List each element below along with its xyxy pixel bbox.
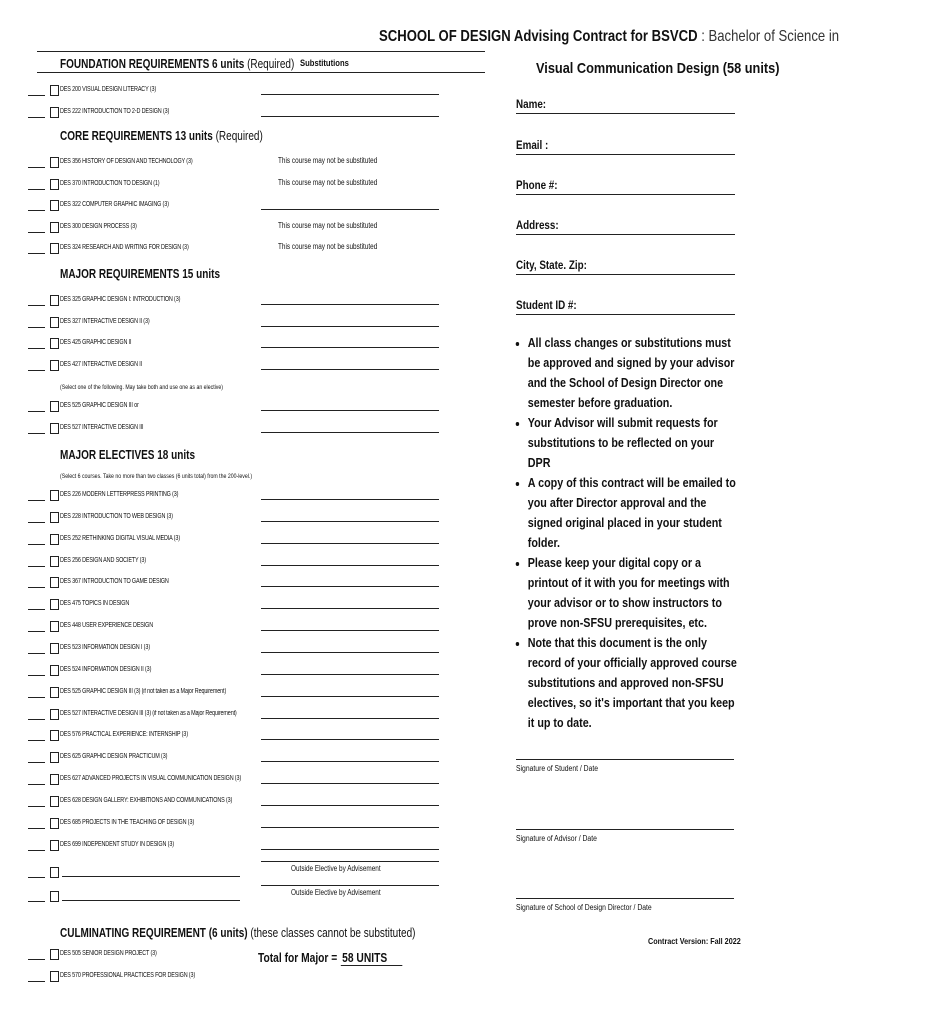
grade-blank[interactable] — [28, 850, 45, 851]
substitution-line[interactable] — [261, 827, 439, 828]
foundation-heading: FOUNDATION REQUIREMENTS 6 units (Required) — [60, 57, 295, 71]
course-label: DES 356 HISTORY OF DESIGN AND TECHNOLOGY (3) — [60, 158, 193, 165]
header-rule-2 — [37, 72, 485, 73]
course-checkbox[interactable] — [50, 796, 59, 807]
substitution-line[interactable] — [261, 586, 439, 587]
course-row — [0, 687, 470, 701]
grade-blank[interactable] — [28, 740, 45, 741]
course-row — [0, 971, 470, 985]
course-checkbox[interactable] — [50, 360, 59, 371]
total-units: Total for Major = 58 UNITS — [258, 951, 434, 965]
course-checkbox[interactable] — [50, 556, 59, 567]
course-row — [0, 295, 470, 309]
director-signature-line[interactable]: Signature of School of Design Director / Date — [516, 898, 734, 912]
substitution-line[interactable] — [261, 849, 439, 850]
grade-blank[interactable] — [28, 981, 45, 982]
course-checkbox[interactable] — [50, 85, 59, 96]
course-row — [0, 888, 470, 905]
course-checkbox[interactable] — [50, 200, 59, 211]
substitution-line[interactable] — [261, 805, 439, 806]
course-row — [0, 401, 470, 415]
course-row — [0, 840, 470, 854]
course-row — [0, 752, 470, 766]
course-checkbox[interactable] — [50, 949, 59, 960]
course-label: DES 226 MODERN LETTERPRESS PRINTING (3) — [60, 491, 179, 498]
course-row — [0, 222, 470, 236]
course-checkbox[interactable] — [50, 534, 59, 545]
course-label: DES 685 PROJECTS IN THE TEACHING OF DESIGN (3) — [60, 818, 195, 826]
grade-blank[interactable] — [28, 877, 45, 878]
course-checkbox[interactable] — [50, 774, 59, 785]
outside-elective-label: Outside Elective by Advisement — [291, 864, 381, 873]
course-label: DES 200 VISUAL DESIGN LITERACY (3) — [60, 86, 157, 93]
core-heading: CORE REQUIREMENTS 13 units (Required) — [60, 129, 263, 143]
course-row — [0, 423, 470, 437]
course-checkbox[interactable] — [50, 490, 59, 501]
course-checkbox[interactable] — [50, 665, 59, 676]
grade-blank[interactable] — [28, 167, 45, 168]
grade-blank[interactable] — [28, 500, 45, 501]
course-label: DES 427 INTERACTIVE DESIGN II — [60, 360, 142, 368]
course-checkbox[interactable] — [50, 840, 59, 851]
course-checkbox[interactable] — [50, 709, 59, 720]
course-checkbox[interactable] — [50, 243, 59, 254]
course-label: DES 628 DESIGN GALLERY: EXHIBITIONS AND COMMUNICATIONS (3) — [60, 796, 233, 804]
course-row — [0, 556, 470, 570]
course-checkbox[interactable] — [50, 621, 59, 632]
grade-blank[interactable] — [28, 806, 45, 807]
substitution-line[interactable] — [261, 499, 439, 500]
no-substitution-note: This course may not be substituted — [278, 177, 378, 187]
substitution-line[interactable] — [261, 369, 439, 370]
grade-blank[interactable] — [28, 522, 45, 523]
substitutions-header: Substitutions — [300, 58, 349, 68]
grade-blank[interactable] — [28, 959, 45, 960]
course-label: DES 367 INTRODUCTION TO GAME DESIGN — [60, 578, 169, 586]
outside-elective-line[interactable] — [62, 900, 240, 901]
course-row — [0, 818, 470, 832]
instruction-item: • Note that this document is the only record of your officially approved course substitutions and approved non-SFSU electives, so it's important that you keep it up to date. — [528, 633, 738, 733]
grade-blank[interactable] — [28, 566, 45, 567]
advisor-signature-line[interactable]: Signature of Advisor / Date — [516, 829, 734, 843]
grade-blank[interactable] — [28, 544, 45, 545]
course-label: DES 527 INTERACTIVE DESIGN III (3) (if not taken as a Major Requirement) — [60, 709, 237, 717]
course-checkbox[interactable] — [50, 423, 59, 434]
grade-blank[interactable] — [28, 210, 45, 211]
substitution-line[interactable] — [261, 116, 439, 117]
grade-blank[interactable] — [28, 697, 45, 698]
document-title: SCHOOL OF DESIGN Advising Contract for BSVCD : Bachelor of Science in — [379, 28, 840, 45]
substitution-line[interactable] — [261, 565, 439, 566]
course-row — [0, 179, 470, 193]
course-checkbox[interactable] — [50, 687, 59, 698]
course-row — [0, 730, 470, 744]
course-row — [0, 709, 470, 723]
course-label: DES 525 GRAPHIC DESIGN III (3) (if not taken as a Major Requirement) — [60, 687, 227, 695]
course-row — [0, 774, 470, 788]
grade-blank[interactable] — [28, 828, 45, 829]
course-row — [0, 796, 470, 810]
substitution-line[interactable] — [261, 608, 439, 609]
course-row — [0, 157, 470, 171]
course-label: DES 324 RESEARCH AND WRITING FOR DESIGN (3) — [60, 244, 189, 251]
course-checkbox[interactable] — [50, 752, 59, 763]
course-row — [0, 643, 470, 657]
course-checkbox[interactable] — [50, 512, 59, 523]
course-row — [0, 577, 470, 591]
substitution-line[interactable] — [261, 347, 439, 348]
course-label: DES 625 GRAPHIC DESIGN PRACTICUM (3) — [60, 753, 168, 761]
course-checkbox[interactable] — [50, 867, 59, 878]
course-label: DES 228 INTRODUCTION TO WEB DESIGN (3) — [60, 512, 173, 520]
instructions-list — [514, 333, 738, 733]
course-label: DES 570 PROFESSIONAL PRACTICES FOR DESIGN (3) — [60, 972, 196, 979]
course-row — [0, 200, 470, 214]
outside-elective-label: Outside Elective by Advisement — [291, 888, 381, 897]
grade-blank[interactable] — [28, 762, 45, 763]
substitution-line[interactable] — [261, 696, 439, 697]
course-row — [0, 107, 470, 121]
substitution-line[interactable] — [261, 761, 439, 762]
substitution-line[interactable] — [261, 885, 439, 886]
grade-blank[interactable] — [28, 411, 45, 412]
outside-elective-line[interactable] — [62, 876, 240, 877]
course-checkbox[interactable] — [50, 891, 59, 902]
instruction-item: • A copy of this contract will be emailed to you after Director approval and the signed original placed in your student folder. — [528, 473, 738, 553]
course-row — [0, 490, 470, 504]
grade-blank[interactable] — [28, 117, 45, 118]
course-label: DES 448 USER EXPERIENCE DESIGN — [60, 622, 154, 630]
instruction-item: • All class changes or substitutions must be approved and signed by your advisor and the School of Design Director one semester before graduation. — [528, 333, 738, 413]
substitution-line[interactable] — [261, 652, 439, 653]
major-heading: MAJOR REQUIREMENTS 15 units — [60, 267, 221, 281]
course-label: DES 699 INDEPENDENT STUDY IN DESIGN (3) — [60, 840, 174, 848]
substitution-line[interactable] — [261, 410, 439, 411]
course-checkbox[interactable] — [50, 577, 59, 588]
grade-blank[interactable] — [28, 232, 45, 233]
substitution-line[interactable] — [261, 783, 439, 784]
document-subtitle: Visual Communication Design (58 units) — [536, 60, 780, 77]
no-substitution-note: This course may not be substituted — [278, 156, 378, 165]
course-row — [0, 599, 470, 613]
course-label: DES 527 INTERACTIVE DESIGN III — [60, 424, 144, 431]
substitution-line[interactable] — [261, 543, 439, 544]
grade-blank[interactable] — [28, 348, 45, 349]
grade-blank[interactable] — [28, 719, 45, 720]
course-checkbox[interactable] — [50, 730, 59, 741]
substitution-line[interactable] — [261, 209, 439, 210]
grade-blank[interactable] — [28, 253, 45, 254]
substitution-line[interactable] — [261, 739, 439, 740]
course-row — [0, 534, 470, 548]
course-checkbox[interactable] — [50, 107, 59, 118]
course-row — [0, 85, 470, 99]
course-label: DES 222 INTRODUCTION TO 2-D DESIGN (3) — [60, 107, 170, 115]
course-label: DES 325 GRAPHIC DESIGN I: INTRODUCTION (3) — [60, 296, 181, 303]
course-label: DES 327 INTERACTIVE DESIGN II (3) — [60, 317, 150, 325]
course-label: DES 523 INFORMATION DESIGN I (3) — [60, 643, 150, 651]
course-label: DES 300 DESIGN PROCESS (3) — [60, 222, 137, 230]
course-checkbox[interactable] — [50, 179, 59, 190]
grade-blank[interactable] — [28, 370, 45, 371]
course-checkbox[interactable] — [50, 338, 59, 349]
course-row — [0, 338, 470, 352]
substitution-line[interactable] — [261, 521, 439, 522]
course-label: DES 256 DESIGN AND SOCIETY (3) — [60, 556, 146, 564]
course-row — [0, 665, 470, 679]
header-rule — [37, 51, 485, 52]
grade-blank[interactable] — [28, 653, 45, 654]
grade-blank[interactable] — [28, 189, 45, 190]
course-checkbox[interactable] — [50, 599, 59, 610]
course-label: DES 576 PRACTICAL EXPERIENCE: INTERNSHIP (3) — [60, 731, 188, 739]
course-checkbox[interactable] — [50, 818, 59, 829]
grade-blank[interactable] — [28, 95, 45, 96]
grade-blank[interactable] — [28, 587, 45, 588]
major-note: (Select one of the following. May take both and use one as an elective) — [60, 384, 224, 391]
course-label: DES 322 COMPUTER GRAPHIC IMAGING (3) — [60, 201, 169, 208]
email-field[interactable]: Email : — [516, 138, 735, 155]
course-checkbox[interactable] — [50, 157, 59, 168]
student-id-field[interactable]: Student ID #: — [516, 298, 735, 315]
name-field[interactable]: Name: — [516, 97, 735, 114]
course-label: DES 425 GRAPHIC DESIGN II — [60, 339, 132, 346]
no-substitution-note: This course may not be substituted — [278, 242, 378, 251]
grade-blank[interactable] — [28, 327, 45, 328]
course-row — [0, 512, 470, 526]
course-checkbox[interactable] — [50, 643, 59, 654]
address-field[interactable]: Address: — [516, 218, 735, 235]
grade-blank[interactable] — [28, 631, 45, 632]
substitution-line[interactable] — [261, 94, 439, 95]
no-substitution-note: This course may not be substituted — [278, 220, 378, 230]
instruction-item: • Please keep your digital copy or a printout of it with you for meetings with your advisor or to show instructors to prove non-SFSU prerequisites, etc. — [528, 553, 738, 633]
substitution-line[interactable] — [261, 674, 439, 675]
phone-field[interactable]: Phone #: — [516, 178, 735, 195]
substitution-line[interactable] — [261, 304, 439, 305]
course-label: DES 627 ADVANCED PROJECTS IN VISUAL COMMUNICATION DESIGN (3) — [60, 775, 242, 783]
course-row — [0, 317, 470, 331]
course-label: DES 524 INFORMATION DESIGN II (3) — [60, 665, 152, 673]
culminating-heading: CULMINATING REQUIREMENT (6 units) (these classes cannot be substituted) — [60, 926, 416, 940]
course-row — [0, 243, 470, 257]
course-checkbox[interactable] — [50, 317, 59, 328]
grade-blank[interactable] — [28, 305, 45, 306]
course-label: DES 505 SENIOR DESIGN PROJECT (3) — [60, 950, 157, 957]
course-checkbox[interactable] — [50, 971, 59, 982]
substitution-line[interactable] — [261, 718, 439, 719]
substitution-line[interactable] — [261, 326, 439, 327]
course-checkbox[interactable] — [50, 222, 59, 233]
grade-blank[interactable] — [28, 784, 45, 785]
city-state-zip-field[interactable]: City, State. Zip: — [516, 258, 735, 275]
course-label: DES 370 INTRODUCTION TO DESIGN (1) — [60, 179, 160, 187]
electives-note: (Select 6 courses. Take no more than two classes (6 units total) from the 200-level.) — [60, 473, 253, 480]
course-row — [0, 360, 470, 374]
course-row — [0, 864, 470, 881]
substitution-line[interactable] — [261, 630, 439, 631]
course-checkbox[interactable] — [50, 295, 59, 306]
substitution-line[interactable] — [261, 432, 439, 433]
course-label: DES 525 GRAPHIC DESIGN III or — [60, 402, 139, 409]
instruction-item: • Your Advisor will submit requests for substitutions to be reflected on your DPR — [528, 413, 738, 473]
course-label: DES 252 RETHINKING DIGITAL VISUAL MEDIA (3) — [60, 534, 180, 542]
grade-blank[interactable] — [28, 609, 45, 610]
course-row — [0, 621, 470, 635]
substitution-line[interactable] — [261, 861, 439, 862]
grade-blank[interactable] — [28, 675, 45, 676]
student-signature-line[interactable]: Signature of Student / Date — [516, 759, 734, 773]
course-label: DES 475 TOPICS IN DESIGN — [60, 600, 130, 608]
contract-version: Contract Version: Fall 2022 — [648, 936, 741, 946]
grade-blank[interactable] — [28, 901, 45, 902]
grade-blank[interactable] — [28, 433, 45, 434]
course-checkbox[interactable] — [50, 401, 59, 412]
electives-heading: MAJOR ELECTIVES 18 units — [60, 448, 196, 462]
